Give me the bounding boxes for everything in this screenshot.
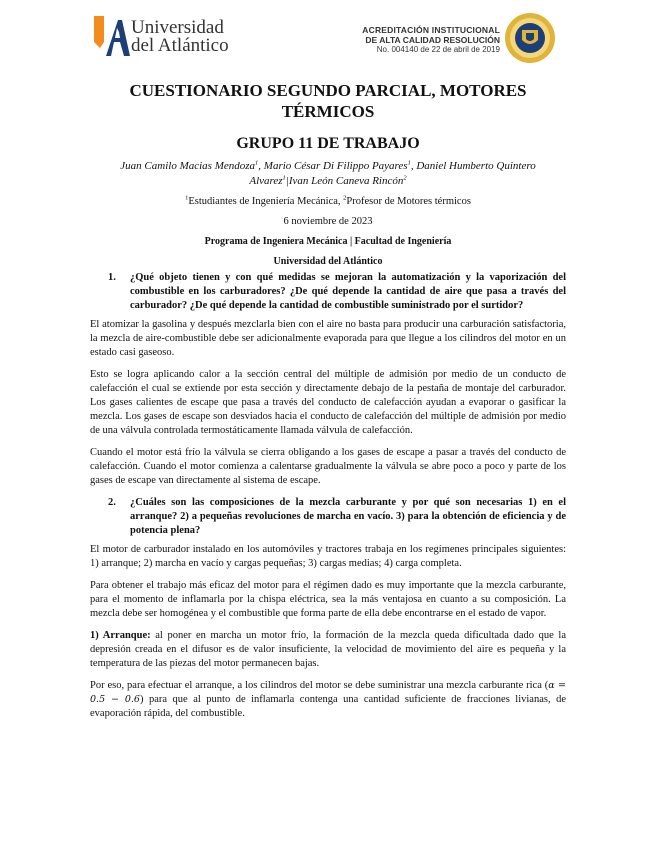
author-1-sup: 1: [255, 159, 259, 167]
affil-sup-2: 2: [343, 194, 347, 202]
logo-line-1: Universidad: [131, 17, 224, 38]
author-2: , Mario César Di Filippo Payares: [258, 160, 408, 172]
paragraph-5: Para obtener el trabajo más eficaz del motor para el régimen dado es muy importante que la mezcla carburante, para el momento de inflamarla por la chispa eléctrica, sea la más ventajosa en cuanto a su composición. La mezcla debe ser homogénea y el combustible que forma parte de ella debe encontrarse en el estado de vapor.: [90, 580, 566, 619]
question-1: [90, 271, 566, 313]
question-2-text: ¿Cuáles son las composiciones de la mezcla carburante y por qué son necesarias 1) en el arranque? 2) a pequeñas revoluciones de marcha en vacío. 3) para la obtención de eficiencia y de potencia plena?: [130, 497, 566, 536]
university-line: Universidad del Atlántico: [273, 256, 383, 267]
university-logo-icon: [92, 14, 132, 58]
accreditation-block: [352, 25, 500, 55]
question-2-number: 2.: [108, 497, 116, 508]
author-1: Juan Camilo Macias Mendoza: [120, 160, 256, 172]
author-3: , Daniel Humberto Quintero: [410, 160, 536, 172]
university-logo: [92, 14, 237, 60]
accreditation-line-1: ACREDITACIÓN INSTITUCIONAL: [362, 25, 500, 35]
accreditation-line-3: No. 004140 de 22 de abril de 2019: [376, 45, 500, 54]
affil-sup-1: 1: [185, 194, 189, 202]
paragraph-6: [90, 629, 566, 671]
paragraph-7: [90, 679, 566, 721]
paragraph-1: El atomizar la gasolina y después mezclarla bien con el aire no basta para producir una carburación satisfactoria, la mezcla de aire-combustible debe ser adicionalmente evaporada para que llegue a los cilindros del motor en un estado casi gaseoso.: [90, 319, 566, 358]
question-1-text: ¿Qué objeto tienen y con qué medidas se mejoran la automatización y la vaporización del combustible en los carburadores? ¿De qué depende la cantidad de aire que pasa a través del carburador? ¿De qué depende la cantidad de combustible suministrado por el surtidor?: [130, 272, 566, 311]
question-1-number: 1.: [108, 272, 116, 283]
group-title: GRUPO 11 DE TRABAJO: [236, 135, 420, 152]
document-body: [90, 80, 566, 729]
paragraph-6-text: al poner en marcha un motor frío, la formación de la mezcla queda dificultada dado que la depresión creada en el difusor es de valor insuficiente, la velocidad de movimiento del aire es pequeña y la temperatura de las piezas del motor permanecen bajas.: [90, 630, 566, 669]
question-2: [90, 496, 566, 538]
authors: [90, 159, 566, 189]
author-3-sup: 1: [282, 174, 286, 182]
affil-professor: Profesor de Motores térmicos: [346, 196, 471, 207]
author-4-sup: 2: [403, 174, 407, 182]
university-logo-text: [131, 19, 229, 55]
logo-line-2: del Atlántico: [131, 35, 229, 56]
affil-students: Estudiantes de Ingeniería Mecánica,: [188, 196, 344, 207]
paragraph-7-text-b: ) para que al punto de inflamarla contenga una cantidad suficiente de fracciones livianas, de evaporación rápida, del combustible.: [90, 694, 566, 719]
document-date: 6 noviembre de 2023: [283, 216, 373, 227]
program-line: Programa de Ingeniera Mecánica | Facultad de Ingeniería: [204, 236, 452, 247]
paragraph-7-text-a: Por eso, para efectuar el arranque, a los cilindros del motor se debe suministrar una mezcla carburante rica (: [90, 680, 549, 691]
author-2-sup: 1: [407, 159, 411, 167]
paragraph-3: Cuando el motor está frío la válvula se cierra obligando a los gases de escape a pasar a través del conducto de calefacción. Cuando el motor comienza a calentarse gradualmente la válvula se abre poco a poco y parte de los gases de escape van directamente al sistema de escape.: [90, 447, 566, 486]
page-header: [0, 0, 655, 70]
author-3-surname: Alvarez: [249, 175, 283, 187]
accreditation-line-2: DE ALTA CALIDAD RESOLUCIÓN: [365, 35, 500, 45]
affiliations: [90, 195, 566, 209]
paragraph-2: Esto se logra aplicando calor a la sección central del múltiple de admisión por medio de un conducto de calefacción el cual se extiende por esta sección y directamente debajo de la pestaña de montaje del carburador. Los gases calientes de escape que pasa a través del conducto de calefacción ayudan a evaporar o gasificar la mezcla. Los gases de escape son desviados hacia el conducto de calefacción del múltiple de admisión por medio de una válvula controlada termostáticamente llamada válvula de calefacción.: [90, 369, 566, 436]
paragraph-6-lead: 1) Arranque:: [90, 630, 151, 641]
paragraph-4: El motor de carburador instalado en los automóviles y tractores trabaja en los regímenes principales siguientes: 1) arranque; 2) marcha en vacío y cargas pequeñas; 3) cargas medias; 4) carga completa.: [90, 544, 566, 569]
author-4: |Ivan León Caneva Rincón: [285, 175, 404, 187]
accreditation-seal-icon: [504, 12, 556, 64]
document-title: CUESTIONARIO SEGUNDO PARCIAL, MOTORES TÉRMICOS: [129, 81, 527, 121]
alpha-formula: α = 0.5 − 0.6: [90, 680, 566, 705]
